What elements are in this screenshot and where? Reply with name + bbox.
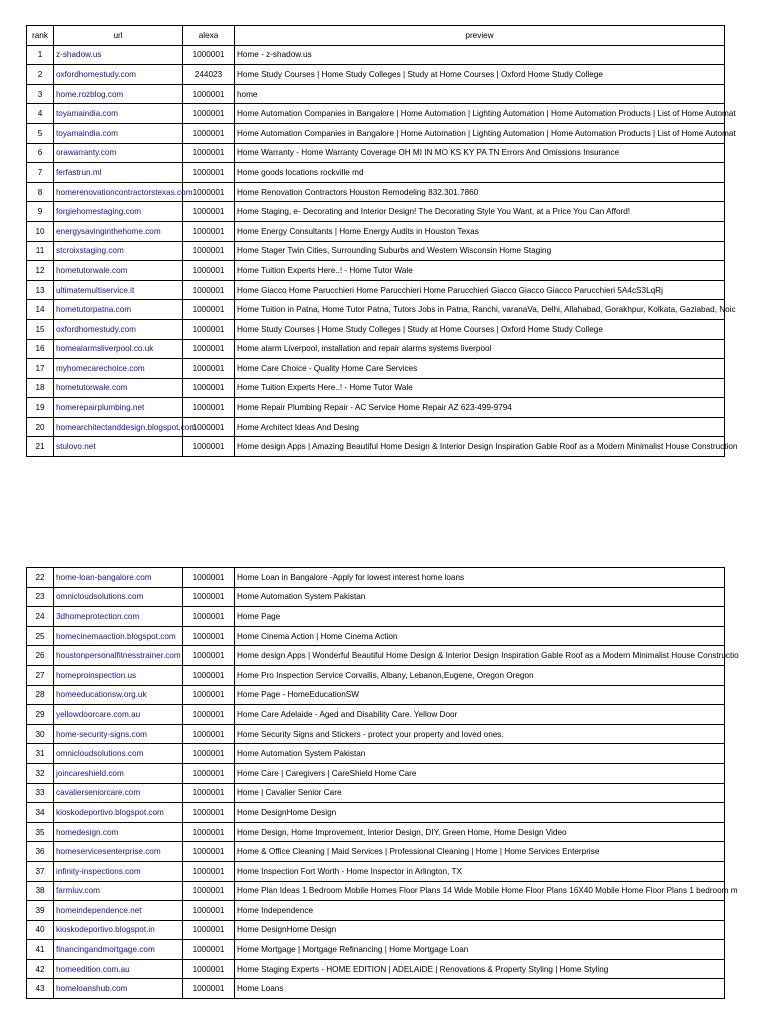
preview-cell: Home Staging, e- Decorating and Interior Design! The Decorating Style You Want, at a Price You Can Afford! — [235, 202, 725, 222]
preview-cell: Home Pro Inspection Service Corvallis, Albany, Lebanon,Eugene, Oregon Oregon — [235, 665, 725, 685]
alexa-cell: 1000001 — [183, 646, 235, 666]
url-cell — [54, 568, 183, 588]
preview-cell: Home Tuition in Patna, Home Tutor Patna, Tutors Jobs in Patna, Ranchi, varanaVa, Delhi, Allahabad, Gorakhpur, Kolkata, Gaziabad, Noic — [235, 300, 725, 320]
rank-cell: 43 — [27, 979, 54, 999]
preview-cell: Home Repair Plumbing Repair - AC Service Home Repair AZ 623-499-9794 — [235, 398, 725, 418]
url-cell — [54, 437, 183, 457]
rank-cell: 22 — [27, 568, 54, 588]
alexa-cell: 1000001 — [183, 437, 235, 457]
url-cell — [54, 763, 183, 783]
url-link[interactable]: oxfordhomestudy.com — [56, 69, 136, 79]
preview-cell: Home Automation Companies in Bangalore | Home Automation | Lighting Automation | Home Automation Products | List of Home Automat — [235, 123, 725, 143]
rank-cell: 7 — [27, 163, 54, 183]
table-row — [27, 45, 725, 65]
rank-cell: 25 — [27, 626, 54, 646]
preview-cell: Home | Cavalier Senior Care — [235, 783, 725, 803]
url-cell — [54, 959, 183, 979]
table-row — [27, 587, 725, 607]
url-link[interactable]: home-loan-bangalore.com — [56, 572, 152, 582]
url-cell — [54, 84, 183, 104]
preview-cell: Home Loan in Bangalore -Apply for lowest interest home loans — [235, 568, 725, 588]
url-link[interactable]: omnicloudsolutions.com — [56, 749, 144, 759]
rank-cell: 26 — [27, 646, 54, 666]
url-cell — [54, 940, 183, 960]
table-row — [27, 123, 725, 143]
url-link[interactable]: farmluv.com — [56, 886, 100, 896]
alexa-cell: 1000001 — [183, 842, 235, 862]
alexa-cell: 1000001 — [183, 398, 235, 418]
alexa-cell: 1000001 — [183, 568, 235, 588]
table-row — [27, 300, 725, 320]
preview-cell: Home - z-shadow.us — [235, 45, 725, 65]
preview-cell: Home goods locations rockville md — [235, 163, 725, 183]
url-link[interactable]: homearchitectanddesign.blogspot.com — [56, 422, 197, 432]
url-cell — [54, 280, 183, 300]
rank-cell: 33 — [27, 783, 54, 803]
url-cell — [54, 104, 183, 124]
alexa-cell: 1000001 — [183, 202, 235, 222]
rank-cell: 10 — [27, 221, 54, 241]
table-row — [27, 280, 725, 300]
url-link[interactable]: toyamaindia.com — [56, 109, 118, 119]
alexa-cell: 1000001 — [183, 940, 235, 960]
url-cell — [54, 744, 183, 764]
alexa-cell: 1000001 — [183, 241, 235, 261]
url-link[interactable]: joincareshield.com — [56, 768, 124, 778]
table-row — [27, 842, 725, 862]
rank-cell: 21 — [27, 437, 54, 457]
url-link[interactable]: homealarmsliverpool.co.uk — [56, 344, 154, 354]
rank-cell: 18 — [27, 378, 54, 398]
preview-cell: Home Inspection Fort Worth - Home Inspector in Arlington, TX — [235, 861, 725, 881]
url-cell — [54, 881, 183, 901]
url-cell — [54, 783, 183, 803]
preview-cell: Home design Apps | Wonderful Beautiful Home Design & Interior Design Inspiration Gable Roof as a Modern Minimalist House Constructio — [235, 646, 725, 666]
table-row — [27, 163, 725, 183]
url-link[interactable]: infinity-inspections.com — [56, 866, 141, 876]
url-cell — [54, 398, 183, 418]
rank-cell: 3 — [27, 84, 54, 104]
url-link[interactable]: stulovo.net — [56, 442, 96, 452]
ranking-table-2-body — [27, 568, 739, 999]
preview-cell: Home Automation Companies in Bangalore | Home Automation | Lighting Automation | Home Automation Products | List of Home Automat — [235, 104, 725, 124]
preview-cell: Home Architect Ideas And Desing — [235, 417, 725, 437]
preview-cell: Home Automation System Pakistan — [235, 587, 725, 607]
table-row — [27, 84, 725, 104]
table-row — [27, 822, 725, 842]
table-row — [27, 940, 725, 960]
rank-cell: 11 — [27, 241, 54, 261]
url-cell — [54, 202, 183, 222]
url-link[interactable]: toyamaindia.com — [56, 128, 118, 138]
alexa-header: alexa — [183, 26, 235, 46]
preview-cell: Home Page - HomeEducationSW — [235, 685, 725, 705]
rank-cell: 2 — [27, 65, 54, 85]
rank-cell: 5 — [27, 123, 54, 143]
preview-cell: Home Tuition Experts Here..! - Home Tutor Wale — [235, 261, 725, 281]
preview-cell: Home DesignHome Design — [235, 803, 725, 823]
url-link[interactable]: energysavinginthehome.com — [56, 226, 161, 236]
url-link[interactable]: houstonpersonalfitnesstrainer.com — [56, 651, 181, 661]
rank-cell: 30 — [27, 724, 54, 744]
table-row — [27, 744, 725, 764]
url-link[interactable]: homeservicesenterprise.com — [56, 847, 161, 857]
table-header-row — [27, 26, 725, 46]
url-link[interactable]: yellowdoorcare.com.au — [56, 709, 141, 719]
preview-cell: Home Giacco Home Parucchieri Home Parucchieri Home Parucchieri Giacco Giacco Giacco Parucchieri 5A4cS3LqRj — [235, 280, 725, 300]
url-link[interactable]: homeindependence.net — [56, 905, 142, 915]
url-cell — [54, 65, 183, 85]
url-cell — [54, 626, 183, 646]
rank-cell: 17 — [27, 359, 54, 379]
preview-cell: Home Cinema Action | Home Cinema Action — [235, 626, 725, 646]
preview-cell: Home Study Courses | Home Study Colleges | Study at Home Courses | Oxford Home Study College — [235, 319, 725, 339]
alexa-cell: 1000001 — [183, 607, 235, 627]
table-row — [27, 763, 725, 783]
url-link[interactable]: cavalierseniorcare.com — [56, 788, 141, 798]
table-row — [27, 861, 725, 881]
preview-header: preview — [235, 26, 725, 46]
url-cell — [54, 143, 183, 163]
url-link[interactable]: z-shadow.us — [56, 50, 102, 60]
alexa-cell: 1000001 — [183, 45, 235, 65]
url-link[interactable]: homecinemaaction.blogspot.com — [56, 631, 176, 641]
url-cell — [54, 163, 183, 183]
url-cell — [54, 842, 183, 862]
table-row — [27, 646, 725, 666]
table-row — [27, 724, 725, 744]
url-cell — [54, 979, 183, 999]
alexa-cell: 1000001 — [183, 339, 235, 359]
url-link[interactable]: homerenovationcontractorstexas.com — [56, 187, 193, 197]
url-link[interactable]: hometutorpatna.com — [56, 305, 132, 315]
url-link[interactable]: home.rozblog.com — [56, 89, 124, 99]
alexa-cell: 1000001 — [183, 705, 235, 725]
url-cell — [54, 607, 183, 627]
table-row — [27, 626, 725, 646]
preview-cell: Home Renovation Contractors Houston Remodeling 832.301.7860 — [235, 182, 725, 202]
url-cell — [54, 724, 183, 744]
url-cell — [54, 45, 183, 65]
table-row — [27, 685, 725, 705]
rank-cell: 38 — [27, 881, 54, 901]
table-row — [27, 437, 725, 457]
table-row — [27, 568, 725, 588]
url-link[interactable]: financingandmortgage.com — [56, 945, 155, 955]
url-cell — [54, 822, 183, 842]
url-link[interactable]: homedesign.com — [56, 827, 119, 837]
rank-cell: 16 — [27, 339, 54, 359]
url-cell — [54, 261, 183, 281]
alexa-cell: 1000001 — [183, 182, 235, 202]
rank-cell: 1 — [27, 45, 54, 65]
rank-cell: 36 — [27, 842, 54, 862]
url-link[interactable]: orawarranty.com — [56, 148, 117, 158]
url-cell — [54, 300, 183, 320]
url-cell — [54, 182, 193, 202]
url-link[interactable]: oxfordhomestudy.com — [56, 324, 136, 334]
url-cell — [54, 665, 183, 685]
alexa-cell: 1000001 — [183, 783, 235, 803]
url-link[interactable]: ferfastrun.ml — [56, 167, 102, 177]
rank-cell: 19 — [27, 398, 54, 418]
url-link[interactable]: homeedition.com.au — [56, 964, 130, 974]
url-cell — [54, 685, 183, 705]
alexa-cell: 1000001 — [183, 901, 235, 921]
alexa-cell: 244023 — [183, 65, 235, 85]
alexa-cell: 1000001 — [183, 803, 235, 823]
rank-cell: 12 — [27, 261, 54, 281]
url-link[interactable]: home-security-signs.com — [56, 729, 147, 739]
rank-cell: 6 — [27, 143, 54, 163]
table-row — [27, 182, 725, 202]
rank-cell: 9 — [27, 202, 54, 222]
preview-cell: Home alarm Liverpool, installation and repair alarms systems liverpool — [235, 339, 725, 359]
url-header: url — [54, 26, 183, 46]
table-row — [27, 65, 725, 85]
url-link[interactable]: ultimatemultiservice.it — [56, 285, 135, 295]
preview-cell: Home Warranty - Home Warranty Coverage OH MI IN MO KS KY PA TN Errors And Omissions Insurance — [235, 143, 725, 163]
preview-cell: Home Energy Consultants | Home Energy Audits in Houston Texas — [235, 221, 725, 241]
rank-cell: 4 — [27, 104, 54, 124]
alexa-cell: 1000001 — [183, 123, 235, 143]
preview-cell: Home Independence — [235, 901, 725, 921]
url-cell — [54, 861, 183, 881]
alexa-cell: 1000001 — [183, 261, 235, 281]
alexa-cell: 1000001 — [183, 626, 235, 646]
alexa-cell: 1000001 — [183, 221, 235, 241]
preview-cell: Home Care | Caregivers | CareShield Home Care — [235, 763, 725, 783]
alexa-cell: 1000001 — [183, 861, 235, 881]
table-row — [27, 241, 725, 261]
url-cell — [54, 123, 183, 143]
table-row — [27, 803, 725, 823]
preview-cell: Home Mortgage | Mortgage Refinancing | Home Mortgage Loan — [235, 940, 725, 960]
url-link[interactable]: kioskodeportivo.blogspot.com — [56, 807, 164, 817]
url-link[interactable]: homeloanshub.com — [56, 984, 128, 994]
ranking-table-1 — [26, 25, 738, 457]
preview-cell: Home Tuition Experts Here..! - Home Tutor Wale — [235, 378, 725, 398]
table-row — [27, 881, 725, 901]
url-link[interactable]: hometutorwale.com — [56, 383, 128, 393]
alexa-cell: 1000001 — [183, 763, 235, 783]
alexa-cell: 1000001 — [183, 280, 235, 300]
table-row — [27, 979, 725, 999]
url-cell — [54, 705, 183, 725]
alexa-cell: 1000001 — [183, 104, 235, 124]
url-link[interactable]: forgiehomestaging.com — [56, 207, 142, 217]
rank-header: rank — [27, 26, 54, 46]
url-link[interactable]: hometutorwale.com — [56, 265, 128, 275]
rank-cell: 8 — [27, 182, 54, 202]
alexa-cell: 1000001 — [183, 359, 235, 379]
url-link[interactable]: homerepairplumbing.net — [56, 403, 145, 413]
rank-cell: 42 — [27, 959, 54, 979]
url-link[interactable]: omnicloudsolutions.com — [56, 592, 144, 602]
alexa-cell: 1000001 — [183, 417, 235, 437]
alexa-cell: 1000001 — [183, 822, 235, 842]
table-row — [27, 202, 725, 222]
rank-cell: 34 — [27, 803, 54, 823]
url-cell — [54, 587, 183, 607]
preview-cell: Home Stager Twin Cities, Surrounding Suburbs and Western Wisconsin Home Staging — [235, 241, 725, 261]
preview-cell: Home Loans — [235, 979, 725, 999]
rank-cell: 41 — [27, 940, 54, 960]
rank-cell: 37 — [27, 861, 54, 881]
url-cell — [54, 803, 183, 823]
table-row — [27, 143, 725, 163]
alexa-cell: 1000001 — [183, 881, 235, 901]
url-link[interactable]: stcroixstaging.com — [56, 246, 124, 256]
url-cell — [54, 241, 183, 261]
preview-cell: Home & Office Cleaning | Maid Services | Professional Cleaning | Home | Home Services Enterprise — [235, 842, 725, 862]
preview-cell: Home Study Courses | Home Study Colleges | Study at Home Courses | Oxford Home Study College — [235, 65, 725, 85]
table-row — [27, 920, 725, 940]
alexa-cell: 1000001 — [183, 685, 235, 705]
url-cell — [54, 901, 183, 921]
url-cell — [54, 221, 183, 241]
table-row — [27, 705, 725, 725]
alexa-cell: 1000001 — [183, 587, 235, 607]
preview-cell: Home Security Signs and Stickers - protect your property and loved ones. — [235, 724, 725, 744]
table-row — [27, 607, 725, 627]
url-link[interactable]: homeproinspection.us — [56, 670, 137, 680]
preview-cell: Home Plan Ideas 1 Bedroom Mobile Homes Floor Plans 14 Wide Mobile Home Floor Plans 16X40 Mobile Home Floor Plans 1 bedroom m — [235, 881, 725, 901]
table-row — [27, 104, 725, 124]
preview-cell: Home Design, Home Improvement, Interior Design, DIY, Green Home, Home Design Video — [235, 822, 725, 842]
rank-cell: 35 — [27, 822, 54, 842]
table-row — [27, 665, 725, 685]
alexa-cell: 1000001 — [183, 665, 235, 685]
ranking-table-2 — [26, 567, 739, 999]
rank-cell: 23 — [27, 587, 54, 607]
url-cell — [54, 417, 197, 437]
url-cell — [54, 359, 183, 379]
table-row — [27, 319, 725, 339]
rank-cell: 29 — [27, 705, 54, 725]
alexa-cell: 1000001 — [183, 319, 235, 339]
alexa-cell: 1000001 — [183, 163, 235, 183]
url-cell — [54, 378, 183, 398]
preview-cell: home — [235, 84, 725, 104]
preview-cell: Home Staging Experts - HOME EDITION | ADELAIDE | Renovations & Property Styling | Home Styling — [235, 959, 725, 979]
rank-cell: 31 — [27, 744, 54, 764]
table-row — [27, 783, 725, 803]
preview-cell: Home DesignHome Design — [235, 920, 725, 940]
table-row — [27, 339, 725, 359]
alexa-cell: 1000001 — [183, 979, 235, 999]
url-link[interactable]: homeeducationsw.org.uk — [56, 690, 147, 700]
preview-cell: Home Automation System Pakistan — [235, 744, 725, 764]
url-cell — [54, 319, 183, 339]
alexa-cell: 1000001 — [183, 378, 235, 398]
rank-cell: 32 — [27, 763, 54, 783]
table-row — [27, 378, 725, 398]
rank-cell: 14 — [27, 300, 54, 320]
preview-cell: Home Care Choice - Quality Home Care Services — [235, 359, 725, 379]
table-row — [27, 959, 725, 979]
alexa-cell: 1000001 — [183, 920, 235, 940]
ranking-table-1-body — [27, 45, 738, 456]
table-row — [27, 417, 725, 437]
rank-cell: 28 — [27, 685, 54, 705]
rank-cell: 20 — [27, 417, 54, 437]
url-link[interactable]: kioskodeportivo.blogspot.in — [56, 925, 155, 935]
rank-cell: 40 — [27, 920, 54, 940]
rank-cell: 24 — [27, 607, 54, 627]
rank-cell: 27 — [27, 665, 54, 685]
url-cell — [54, 339, 183, 359]
url-cell — [54, 920, 183, 940]
rank-cell: 15 — [27, 319, 54, 339]
table-row — [27, 261, 725, 281]
rank-cell: 39 — [27, 901, 54, 921]
url-cell — [54, 646, 183, 666]
preview-cell: Home Care Adelaide - Aged and Disability Care. Yellow Door — [235, 705, 725, 725]
table-row — [27, 359, 725, 379]
alexa-cell: 1000001 — [183, 300, 235, 320]
table-row — [27, 901, 725, 921]
alexa-cell: 1000001 — [183, 959, 235, 979]
url-link[interactable]: 3dhomeprotection.com — [56, 611, 140, 621]
alexa-cell: 1000001 — [183, 143, 235, 163]
table-row — [27, 221, 725, 241]
url-link[interactable]: myhomecarechoice.com — [56, 363, 145, 373]
preview-cell: Home Page — [235, 607, 725, 627]
rank-cell: 13 — [27, 280, 54, 300]
alexa-cell: 1000001 — [183, 724, 235, 744]
alexa-cell: 1000001 — [183, 84, 235, 104]
alexa-cell: 1000001 — [183, 744, 235, 764]
preview-cell: Home design Apps | Amazing Beautiful Home Design & Interior Design Inspiration Gable Roof as a Modern Minimalist House Construction — [235, 437, 725, 457]
table-row — [27, 398, 725, 418]
